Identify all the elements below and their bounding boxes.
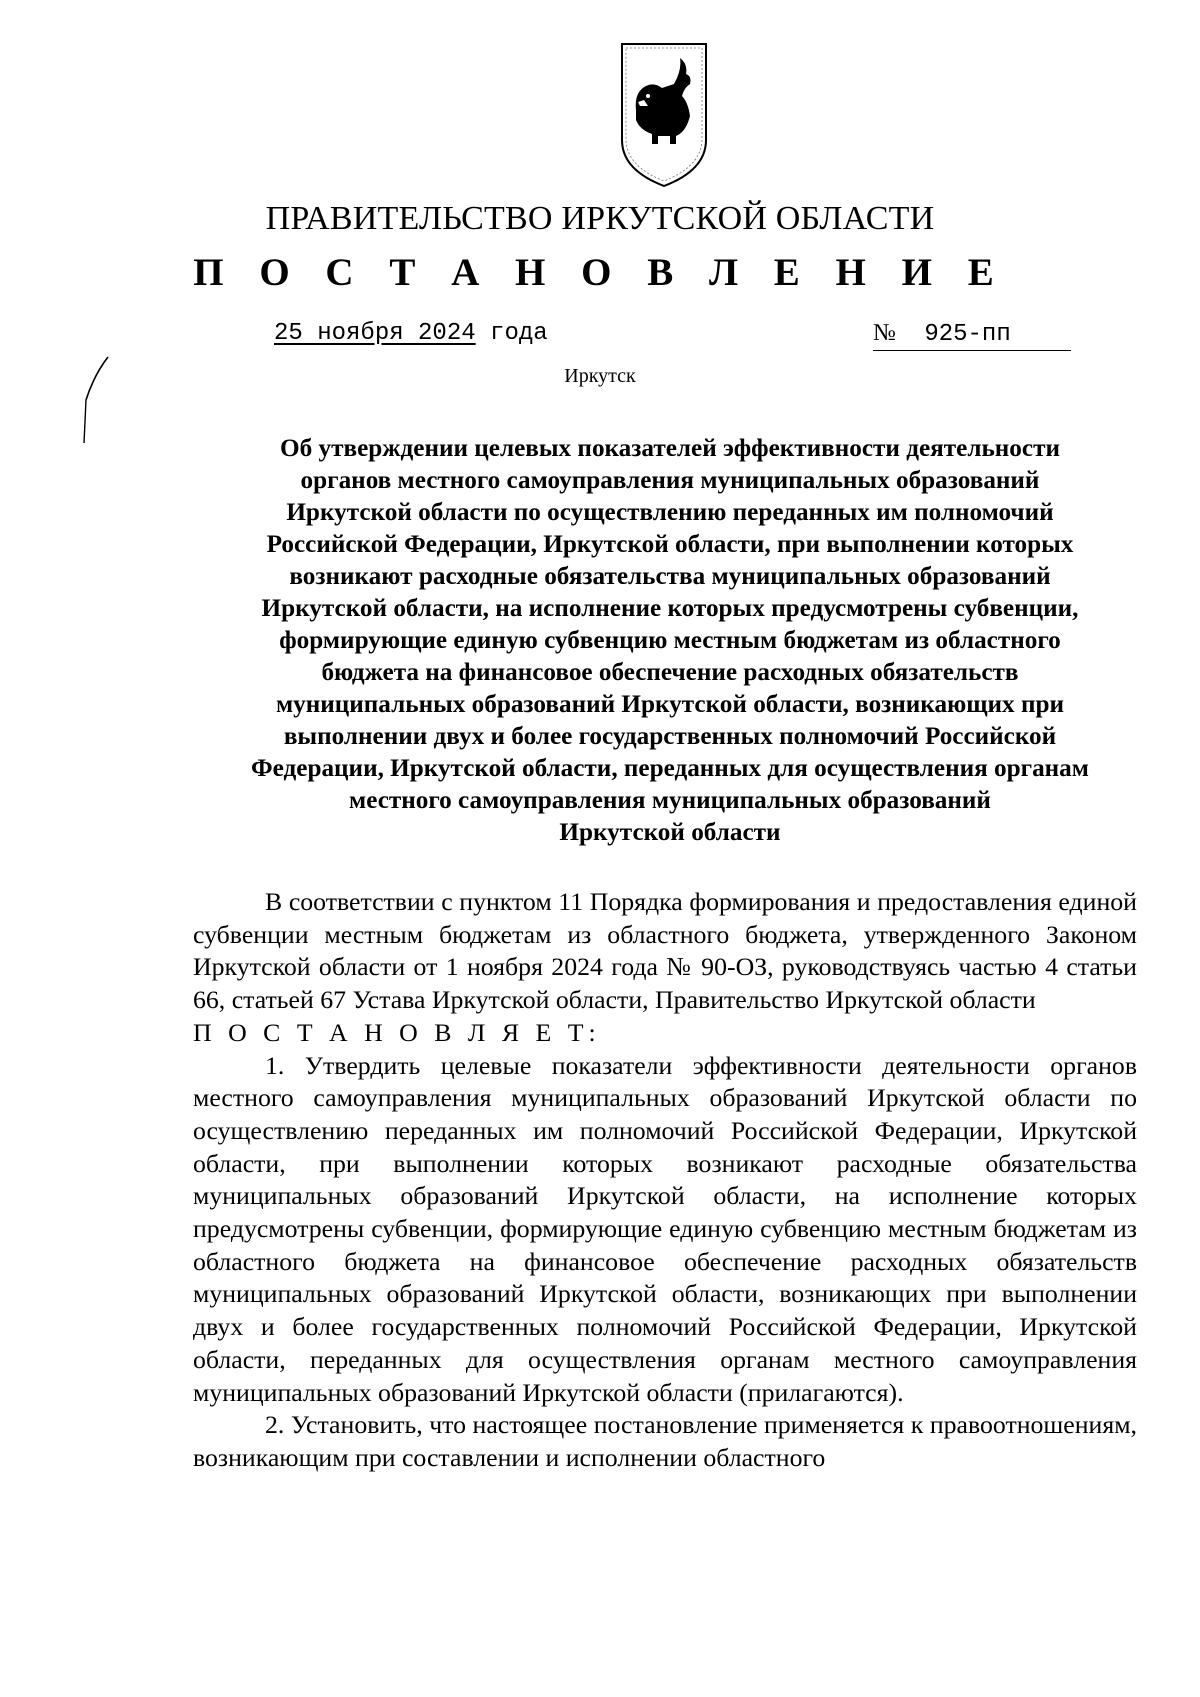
decree-subject bbox=[190, 433, 1150, 849]
subject-line: Федерации, Иркутской области, переданных для осуществления органам bbox=[251, 755, 1089, 782]
preamble-paragraph: В соответствии с пунктом 11 Порядка формирования и предоставления единой субвенции местным бюджетам из областного бюджета, утвержденного Законом Иркутской области от 1 ноября 2024 года № 90-ОЗ, руководствуясь частью 4 статьи 66, статьей 67 Устава Иркутской области, Правительство Иркутской области bbox=[193, 887, 1137, 1015]
subject-line: Иркутской области по осуществлению переданных им полномочий bbox=[286, 499, 1054, 526]
subject-line: Иркутской области bbox=[559, 819, 781, 846]
subject-line: формирующие единую субвенцию местным бюджетам из областного bbox=[279, 627, 1061, 654]
item-1-paragraph: 1. Утвердить целевые показатели эффективности деятельности органов местного самоуправления муниципальных образований Иркутской области по осуществлению переданных им полномочий Российской Федерации, Иркутской области, при выполнении которых возникают расходные обязательства муниципальных образований Иркутской области, на исполнение которых предусмотрены субвенции, формирующие единую субвенцию местным бюджетам из областного бюджета на финансовое обеспечение расходных обязательств муниципальных образований Иркутской области, возникающих при выполнении двух и более государственных полномочий Российской Федерации, Иркутской области, переданных для осуществления органам местного самоуправления муниципальных образований Иркутской области (прилагаются). bbox=[193, 1050, 1137, 1407]
subject-line: возникают расходные обязательства муниципальных образований bbox=[289, 563, 1051, 590]
subject-line: бюджета на финансовое обеспечение расходных обязательств bbox=[321, 659, 1019, 686]
document-type-title: П О С Т А Н О В Л Е Н И Е bbox=[193, 251, 1007, 294]
handwritten-margin-mark bbox=[80, 355, 110, 445]
resolves-heading: П О С Т А Н О В Л Я Е Т: bbox=[193, 1017, 601, 1047]
decree-date bbox=[274, 320, 548, 347]
decree-body bbox=[193, 886, 1137, 1475]
subject-line: муниципальных образований Иркутской области, возникающих при bbox=[276, 691, 1064, 718]
subject-line: Иркутской области, на исполнение которых предусмотрены субвенции, bbox=[261, 595, 1079, 622]
subject-line: Об утверждении целевых показателей эффективности деятельности bbox=[280, 435, 1060, 462]
number-value: 925-пп bbox=[924, 321, 1011, 348]
date-value: 25 ноября 2024 bbox=[274, 320, 476, 347]
subject-line: выполнении двух и более государственных полномочий Российской bbox=[283, 723, 1057, 750]
item-2-paragraph: 2. Установить, что настоящее постановление применяется к правоотношениям, возникающим при составлении и исполнении областного bbox=[193, 1410, 1137, 1472]
subject-line: Российской Федерации, Иркутской области, при выполнении которых bbox=[266, 531, 1074, 558]
date-suffix: года bbox=[490, 320, 548, 347]
number-sign: № bbox=[873, 320, 896, 346]
government-title: ПРАВИТЕЛЬСТВО ИРКУТСКОЙ ОБЛАСТИ bbox=[265, 200, 935, 237]
city-name: Иркутск bbox=[564, 365, 636, 387]
subject-line: местного самоуправления муниципальных образований bbox=[349, 787, 991, 814]
subject-line: органов местного самоуправления муниципальных образований bbox=[300, 467, 1040, 494]
decree-number bbox=[873, 320, 1071, 351]
irkutsk-coat-of-arms-icon bbox=[618, 40, 710, 190]
